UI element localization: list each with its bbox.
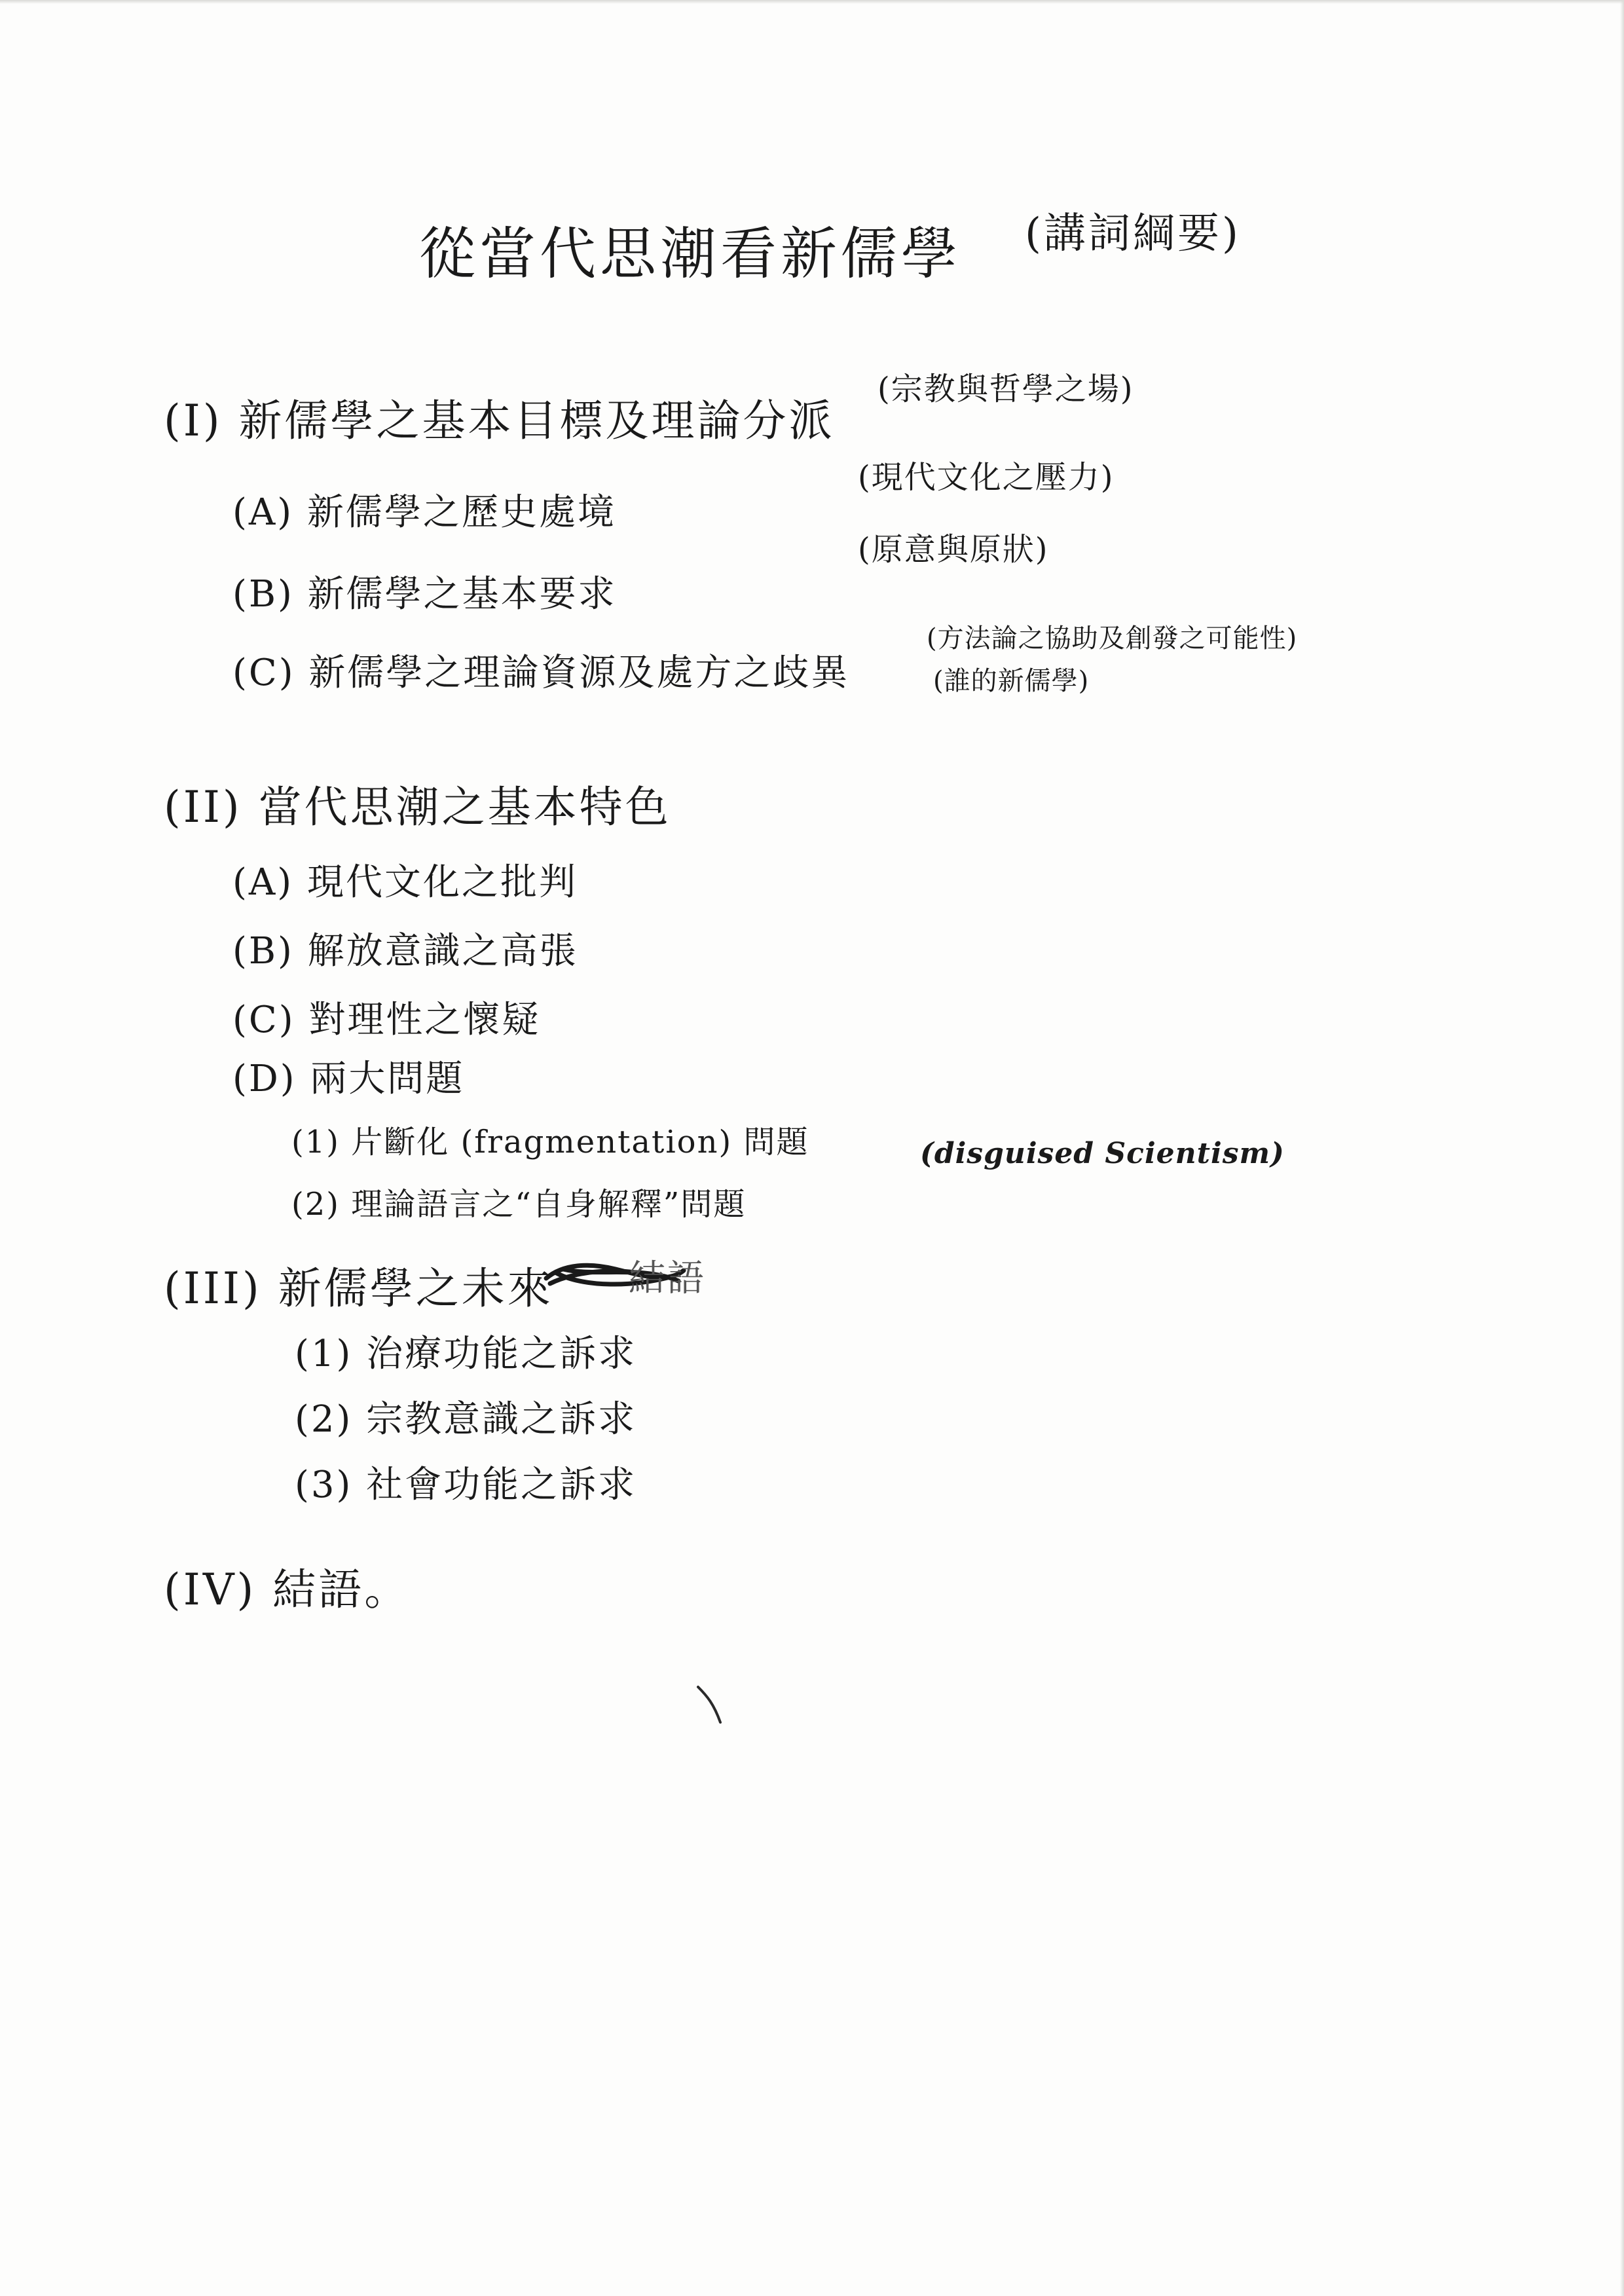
section-1-side-note-3: (方法論之協助及創發之可能性) (927, 623, 1298, 654)
section-1-item-a: (A) 新儒學之歷史處境 (232, 491, 616, 534)
section-1-side-note-4: (誰的新儒學) (933, 666, 1090, 696)
page-title: 從當代思潮看新儒學 (419, 221, 961, 287)
section-1-item-c: (C) 新儒學之理論資源及處方之歧異 (232, 652, 850, 694)
section-2-item-d: (D) 兩大問題 (232, 1058, 465, 1100)
section-1-side-note-2: (原意與原狀) (858, 531, 1049, 568)
section-4-heading: (IV) 結語。 (164, 1565, 411, 1615)
section-2-subitem-1: (1) 片斷化 (fragmentation) 問題 (291, 1124, 809, 1160)
section-1-side-note-1: (現代文化之壓力) (858, 459, 1115, 496)
title-note: (講詞綱要) (1025, 210, 1241, 258)
section-2-heading: (II) 當代思潮之基本特色 (164, 782, 671, 832)
page-top-edge (0, 0, 1624, 4)
section-2-item-c: (C) 對理性之懷疑 (232, 999, 541, 1041)
section-1-item-b: (B) 新儒學之基本要求 (232, 573, 617, 616)
section-2-item-b: (B) 解放意識之高張 (232, 930, 578, 972)
stray-pen-mark (694, 1683, 727, 1729)
section-2-item-a: (A) 現代文化之批判 (232, 861, 578, 904)
section-2-side-note: (disguised Scientism) (920, 1137, 1285, 1170)
section-3-heading: (III) 新儒學之未來 (164, 1263, 553, 1314)
section-2-subitem-2: (2) 理論語言之“自身解釋”問題 (291, 1186, 747, 1223)
section-3-item-2: (2) 宗教意識之訴求 (295, 1398, 637, 1441)
page-right-edge (1620, 0, 1624, 2296)
section-3-item-3: (3) 社會功能之訴求 (295, 1464, 637, 1506)
section-1-heading: (I) 新儒學之基本目標及理論分派 (164, 396, 835, 446)
section-3-item-1: (1) 治療功能之訴求 (295, 1333, 637, 1375)
section-1-note: (宗教與哲學之場) (877, 371, 1134, 407)
section-3-struck-word: 結語 (629, 1257, 706, 1300)
